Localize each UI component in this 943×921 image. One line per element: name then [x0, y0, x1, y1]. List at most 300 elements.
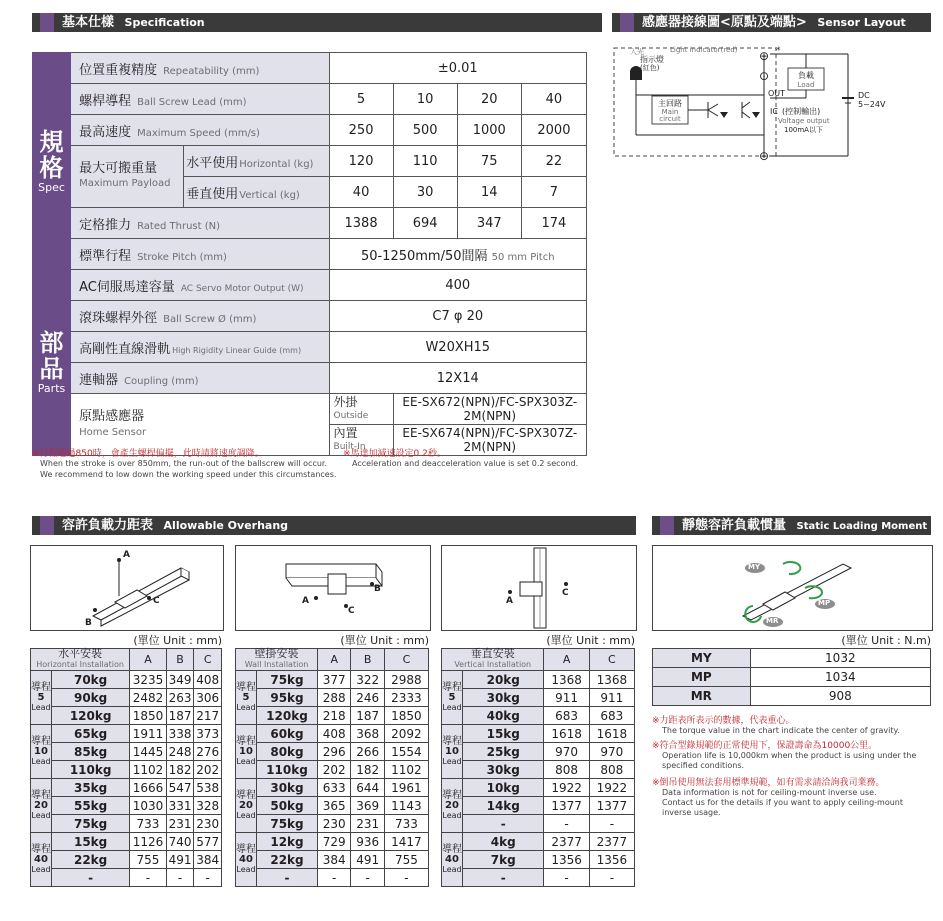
table-row — [442, 851, 635, 869]
table-cell: 276 — [194, 743, 222, 761]
table-cell: 1666 — [130, 779, 166, 797]
ind-zh1: 入光 — [630, 48, 644, 56]
table-cell: 95kg — [257, 689, 318, 707]
lead-cell: 導程 5 Lead — [31, 671, 52, 725]
table-cell: - — [257, 869, 318, 887]
repeat-value: ±0.01 — [329, 53, 586, 84]
static-note-2-en2: specified conditions. — [662, 761, 745, 770]
table-cell: 40kg — [463, 707, 544, 725]
load-zh: 負載 — [798, 71, 814, 80]
guide-value: W20XH15 — [329, 332, 586, 363]
lead-cell: 導程 20 Lead — [236, 779, 257, 833]
table-cell: 120kg — [257, 707, 318, 725]
table-cell: 808 — [589, 761, 634, 779]
table-cell: 683 — [544, 707, 589, 725]
static-note-1: ※力距表所表示的數據，代表重心。 — [652, 716, 795, 726]
table-cell: 1911 — [130, 725, 166, 743]
table-cell: - — [463, 815, 544, 833]
diode-icon — [720, 112, 728, 118]
table-row — [31, 797, 222, 815]
lead-cell: 導程 5 Lead — [236, 671, 257, 725]
wall-figure — [235, 545, 431, 631]
table-row — [442, 743, 635, 761]
static-value: 908 — [750, 687, 930, 706]
table-row — [236, 815, 429, 833]
table-cell: 2377 — [544, 833, 589, 851]
fig-label-c: C — [153, 596, 160, 606]
lead-value: 10 — [393, 84, 457, 115]
speed-value: 500 — [393, 115, 457, 146]
lead-value: 5 — [329, 84, 393, 115]
spec-title-zh: 基本仕樣 — [62, 15, 115, 30]
section-accent — [620, 13, 634, 32]
table-cell: 80kg — [257, 743, 318, 761]
table-row — [442, 761, 635, 779]
table-row — [31, 869, 222, 887]
table-cell: 30kg — [463, 761, 544, 779]
table-row — [236, 779, 429, 797]
thrust-value: 174 — [521, 208, 586, 239]
table-cell: 644 — [351, 779, 384, 797]
table-cell: 2092 — [384, 725, 428, 743]
thrust-value: 1388 — [329, 208, 393, 239]
table-cell: 7kg — [463, 851, 544, 869]
table-cell: 755 — [384, 851, 428, 869]
table-row — [236, 833, 429, 851]
table-cell: 65kg — [52, 725, 130, 743]
table-row — [236, 689, 429, 707]
table-cell: 202 — [317, 761, 350, 779]
table-cell: 911 — [544, 689, 589, 707]
table-cell: 1356 — [544, 851, 589, 869]
table-cell: 408 — [194, 671, 222, 689]
wall-table — [235, 648, 429, 887]
table-cell: 683 — [589, 707, 634, 725]
table-row — [442, 671, 635, 689]
table-cell: 1377 — [589, 797, 634, 815]
static-note-3: ※倒吊使用無法套用標準規範，如有需求請洽詢我司業務。 — [652, 778, 885, 788]
vertical-table — [441, 648, 635, 887]
payload-v-value: 7 — [521, 177, 586, 208]
table-cell: 231 — [166, 815, 194, 833]
thrust-value: 347 — [457, 208, 521, 239]
table-row — [442, 689, 635, 707]
table-cell: 10kg — [463, 779, 544, 797]
table-cell: 30kg — [257, 779, 318, 797]
diode-icon — [752, 112, 760, 118]
table-cell: 331 — [166, 797, 194, 815]
fig-label-my: MY — [748, 563, 761, 571]
table-cell: 1922 — [544, 779, 589, 797]
transistor-icon — [742, 102, 750, 118]
lead-cell: 導程 40 Lead — [442, 833, 463, 887]
section-accent — [660, 516, 674, 535]
builtin-value: EE-SX674(NPN)/FC-SPX307Z-2M(NPN) — [393, 425, 586, 456]
spec-note-1-en1: When the stroke is over 850mm, the run-out of the ballscrew will occur. — [40, 459, 328, 468]
payload-h-value: 22 — [521, 146, 586, 177]
lead-cell: 導程 10 Lead — [31, 725, 52, 779]
table-row — [31, 815, 222, 833]
table-cell: - — [317, 869, 350, 887]
lead-value: 40 — [521, 84, 586, 115]
table-row — [442, 797, 635, 815]
sensor-title-en: Sensor Layout — [817, 16, 906, 29]
spec-note-2: ※馬達加減速設定0.2秒。 — [343, 449, 446, 459]
table-cell: 202 — [194, 761, 222, 779]
col-header: B — [351, 649, 384, 671]
table-cell: 296 — [317, 743, 350, 761]
table-cell: - — [589, 815, 634, 833]
static-key: MP — [653, 668, 751, 687]
sensor-boundary — [614, 48, 776, 156]
header-row — [442, 649, 635, 671]
overhang-title-en: Allowable Overhang — [163, 519, 289, 532]
ma-label: 100mA以下 — [784, 126, 823, 134]
table-cell: 349 — [166, 671, 194, 689]
sensor-title-zh: 感應器接線圖<原點及端點> — [642, 15, 807, 30]
static-row — [653, 668, 931, 687]
unit-mm: (單位 Unit : mm) — [546, 634, 635, 647]
thrust-label: 定格推力 Rated Thrust (N) — [71, 208, 329, 239]
thrust-value: 694 — [393, 208, 457, 239]
table-cell: 1368 — [544, 671, 589, 689]
overhang-section-header — [32, 516, 636, 535]
table-cell: 3235 — [130, 671, 166, 689]
static-row — [653, 649, 931, 668]
transistor-icon — [708, 102, 718, 118]
table-cell: 248 — [166, 743, 194, 761]
payload-label: 最大可搬重量 Maximum Payload — [71, 146, 184, 208]
lead-cell: 導程 5 Lead — [442, 671, 463, 725]
spec-note-2-en: Acceleration and deacceleration value is set 0.2 second. — [352, 459, 579, 468]
home-sensor-label: 原點感應器 Home Sensor — [71, 394, 329, 456]
table-cell: 182 — [351, 761, 384, 779]
payload-v-value: 40 — [329, 177, 393, 208]
table-cell: 1850 — [130, 707, 166, 725]
table-row — [31, 725, 222, 743]
table-cell: 75kg — [257, 815, 318, 833]
col-header: C — [589, 649, 634, 671]
static-value: 1034 — [750, 668, 930, 687]
table-row — [236, 851, 429, 869]
motor-value: 400 — [329, 270, 586, 301]
table-row — [442, 815, 635, 833]
horizontal-figure — [30, 545, 224, 631]
table-cell: 187 — [351, 707, 384, 725]
lead-cell: 導程 20 Lead — [31, 779, 52, 833]
table-cell: 1922 — [589, 779, 634, 797]
lead-cell: 導程 40 Lead — [31, 833, 52, 887]
table-cell: 365 — [317, 797, 350, 815]
static-table — [652, 648, 931, 706]
table-cell: 110kg — [257, 761, 318, 779]
static-note-2-en1: Operation life is 10,000km when the product is using under the — [662, 751, 917, 760]
table-cell: 808 — [544, 761, 589, 779]
light-label: Light indicator(red) — [670, 46, 738, 54]
unit-mm: (單位 Unit : mm) — [340, 634, 429, 647]
table-cell: 288 — [317, 689, 350, 707]
ind-zh2: 指示燈 — [640, 55, 664, 64]
static-section-header — [652, 516, 931, 535]
header-row — [236, 649, 429, 671]
table-cell: 368 — [351, 725, 384, 743]
table-row — [236, 743, 429, 761]
table-row — [442, 779, 635, 797]
table-row — [31, 779, 222, 797]
table-cell: 970 — [589, 743, 634, 761]
table-cell: 50kg — [257, 797, 318, 815]
table-cell: 231 — [351, 815, 384, 833]
table-cell: 120kg — [52, 707, 130, 725]
table-cell: 2988 — [384, 671, 428, 689]
table-cell: 633 — [317, 779, 350, 797]
vo-label: Voltage output — [778, 117, 830, 125]
table-cell: 2333 — [384, 689, 428, 707]
install-header: 水平安裝 Horizontal Installation — [31, 649, 130, 671]
outside-label: 外掛 Outside — [329, 394, 393, 425]
payload-h-value: 75 — [457, 146, 521, 177]
static-note-3-en3: inverse usage. — [662, 808, 721, 817]
table-cell: 30kg — [463, 689, 544, 707]
table-cell: 75kg — [257, 671, 318, 689]
table-cell: 1850 — [384, 707, 428, 725]
table-cell: 338 — [166, 725, 194, 743]
dc-label: DC — [858, 91, 870, 100]
sensor-section-header — [612, 13, 931, 32]
table-cell: 20kg — [463, 671, 544, 689]
outside-value: EE-SX672(NPN)/FC-SPX303Z-2M(NPN) — [393, 394, 586, 425]
col-header: C — [194, 649, 222, 671]
unit-mm: (單位 Unit : mm) — [133, 634, 222, 647]
table-row — [31, 689, 222, 707]
main-en1: Main — [661, 108, 679, 116]
table-row — [442, 725, 635, 743]
coupling-value: 12X14 — [329, 363, 586, 394]
static-key: MR — [653, 687, 751, 706]
payload-vertical-label: 垂直使用Vertical (kg) — [184, 177, 329, 208]
ctrl-label: (控制輸出) — [782, 107, 821, 116]
table-row — [442, 707, 635, 725]
section-accent — [40, 516, 54, 535]
table-cell: 15kg — [52, 833, 130, 851]
lead-cell: 導程 10 Lead — [442, 725, 463, 779]
table-cell: 35kg — [52, 779, 130, 797]
fig-label-b: B — [85, 618, 92, 628]
table-cell: 1961 — [384, 779, 428, 797]
table-cell: 1377 — [544, 797, 589, 815]
load-en: Load — [797, 81, 815, 89]
table-cell: 1126 — [130, 833, 166, 851]
col-header: A — [544, 649, 589, 671]
table-cell: 218 — [317, 707, 350, 725]
table-cell: 733 — [384, 815, 428, 833]
table-cell: 266 — [351, 743, 384, 761]
table-cell: 369 — [351, 797, 384, 815]
table-cell: 55kg — [52, 797, 130, 815]
side-parts: 部品 Parts — [33, 270, 71, 456]
payload-v-value: 14 — [457, 177, 521, 208]
fig-label-a: A — [302, 596, 309, 606]
table-cell: 263 — [166, 689, 194, 707]
guide-label: 高剛性直線滑軌 High Rigidity Linear Guide (mm) — [71, 332, 329, 363]
table-cell: 377 — [317, 671, 350, 689]
payload-h-value: 120 — [329, 146, 393, 177]
table-cell: 187 — [166, 707, 194, 725]
fig-label-mp: MP — [818, 599, 831, 607]
table-cell: 1356 — [589, 851, 634, 869]
table-row — [442, 833, 635, 851]
table-cell: - — [544, 869, 589, 887]
table-cell: 1143 — [384, 797, 428, 815]
table-row — [236, 761, 429, 779]
table-cell: 733 — [130, 815, 166, 833]
table-cell: - — [130, 869, 166, 887]
static-note-3-en2: Contact us for the details if you want to apply ceiling-mount — [662, 798, 903, 807]
overhang-title-zh: 容許負載力距表 — [62, 518, 154, 533]
fig-label-a: A — [506, 596, 513, 606]
ind-zh3: (紅色) — [640, 64, 660, 72]
header-row — [31, 649, 222, 671]
spec-title-en: Specification — [124, 16, 205, 29]
horizontal-table — [30, 648, 222, 887]
table-cell: 230 — [317, 815, 350, 833]
table-cell: 70kg — [52, 671, 130, 689]
table-cell: 755 — [130, 851, 166, 869]
table-row — [442, 869, 635, 887]
static-note-2: ※符合型錄規範的正常使用下，保證壽命為10000公里。 — [652, 741, 878, 751]
repeat-label: 位置重複精度 Repeatability (mm) — [71, 53, 329, 84]
side-spec: 規格 Spec — [33, 53, 71, 270]
table-cell: - — [52, 869, 130, 887]
table-cell: 90kg — [52, 689, 130, 707]
table-cell: 85kg — [52, 743, 130, 761]
table-cell: 1102 — [384, 761, 428, 779]
screw-label: 滾珠螺桿外徑 Ball Screw Ø (mm) — [71, 301, 329, 332]
table-cell: 246 — [351, 689, 384, 707]
table-cell: 328 — [194, 797, 222, 815]
table-row — [31, 833, 222, 851]
col-header: C — [384, 649, 428, 671]
col-header: B — [166, 649, 194, 671]
table-cell: 577 — [194, 833, 222, 851]
vertical-figure — [441, 545, 637, 631]
section-accent — [40, 13, 54, 32]
table-cell: 25kg — [463, 743, 544, 761]
table-cell: 408 — [317, 725, 350, 743]
table-row — [31, 671, 222, 689]
terminal-plus: ⊕ — [758, 49, 770, 63]
table-cell: 1618 — [544, 725, 589, 743]
table-cell: 538 — [194, 779, 222, 797]
table-cell: 1445 — [130, 743, 166, 761]
table-cell: 182 — [166, 761, 194, 779]
table-cell: - — [166, 869, 194, 887]
table-row — [31, 851, 222, 869]
table-cell: 1417 — [384, 833, 428, 851]
static-title-en: Static Loading Moment — [796, 521, 928, 532]
motor-label: AC伺服馬達容量 AC Servo Motor Output (W) — [71, 270, 329, 301]
table-cell: 4kg — [463, 833, 544, 851]
table-cell: 2482 — [130, 689, 166, 707]
table-cell: 322 — [351, 671, 384, 689]
main-zh: 主回路 — [658, 99, 682, 108]
main-en2: circuit — [659, 115, 681, 123]
static-key: MY — [653, 649, 751, 668]
static-note-3-en1: Data information is not for ceiling-mount inverse use. — [662, 788, 877, 797]
table-cell: 75kg — [52, 815, 130, 833]
table-row — [236, 797, 429, 815]
install-header: 垂直安裝 Vertical Installation — [442, 649, 544, 671]
unit-nm: (單位 Unit : N.m) — [841, 634, 931, 647]
fig-label-a: A — [123, 550, 130, 560]
table-cell: 491 — [166, 851, 194, 869]
table-cell: 14kg — [463, 797, 544, 815]
stroke-value: 50-1250mm/50間隔 50 mm Pitch — [329, 239, 586, 270]
sensor-wiring-diagram — [612, 40, 932, 165]
table-cell: 2377 — [589, 833, 634, 851]
fig-label-b: B — [374, 584, 381, 594]
table-cell: 1030 — [130, 797, 166, 815]
payload-h-value: 110 — [393, 146, 457, 177]
fig-label-c: C — [348, 606, 355, 616]
col-header: A — [317, 649, 350, 671]
table-cell: 15kg — [463, 725, 544, 743]
speed-value: 2000 — [521, 115, 586, 146]
table-row — [31, 707, 222, 725]
lead-cell: 導程 40 Lead — [236, 833, 257, 887]
spec-note-1: ※行程超過850時，會產生螺桿偏擺，此時請將速度調降。 — [32, 449, 264, 459]
out-label: OUT — [768, 89, 786, 98]
speed-label: 最高速度 Maximum Speed (mm/s) — [71, 115, 329, 146]
stroke-label: 標準行程 Stroke Pitch (mm) — [71, 239, 329, 270]
table-cell: 384 — [194, 851, 222, 869]
table-cell: 230 — [194, 815, 222, 833]
speed-value: 1000 — [457, 115, 521, 146]
payload-horizontal-label: 水平使用Horizontal (kg) — [184, 146, 329, 177]
table-cell: - — [544, 815, 589, 833]
table-cell: 306 — [194, 689, 222, 707]
table-cell: - — [384, 869, 428, 887]
table-cell: 60kg — [257, 725, 318, 743]
builtin-label: 內置 Built-In — [329, 425, 393, 456]
table-row — [31, 761, 222, 779]
table-cell: 1554 — [384, 743, 428, 761]
table-cell: 740 — [166, 833, 194, 851]
lead-label: 螺桿導程 Ball Screw Lead (mm) — [71, 84, 329, 115]
table-cell: 110kg — [52, 761, 130, 779]
lead-cell: 導程 10 Lead — [236, 725, 257, 779]
table-cell: - — [194, 869, 222, 887]
spec-section-header — [32, 13, 602, 32]
terminal-star: * — [776, 46, 781, 56]
table-row — [236, 725, 429, 743]
static-figure — [652, 545, 933, 631]
table-cell: 491 — [351, 851, 384, 869]
table-cell: 547 — [166, 779, 194, 797]
table-cell: 384 — [317, 851, 350, 869]
static-note-1-en: The torque value in the chart indicate the center of gravity. — [662, 726, 900, 735]
table-row — [236, 707, 429, 725]
static-title-zh: 靜態容許負載慣量 — [682, 518, 787, 533]
fig-label-c: C — [562, 588, 569, 598]
table-cell: 12kg — [257, 833, 318, 851]
static-value: 1032 — [750, 649, 930, 668]
table-row — [31, 743, 222, 761]
table-row — [236, 671, 429, 689]
terminal-minus: ⊖ — [758, 149, 770, 163]
terminal-out: ⊙ — [758, 69, 770, 83]
table-row — [236, 869, 429, 887]
